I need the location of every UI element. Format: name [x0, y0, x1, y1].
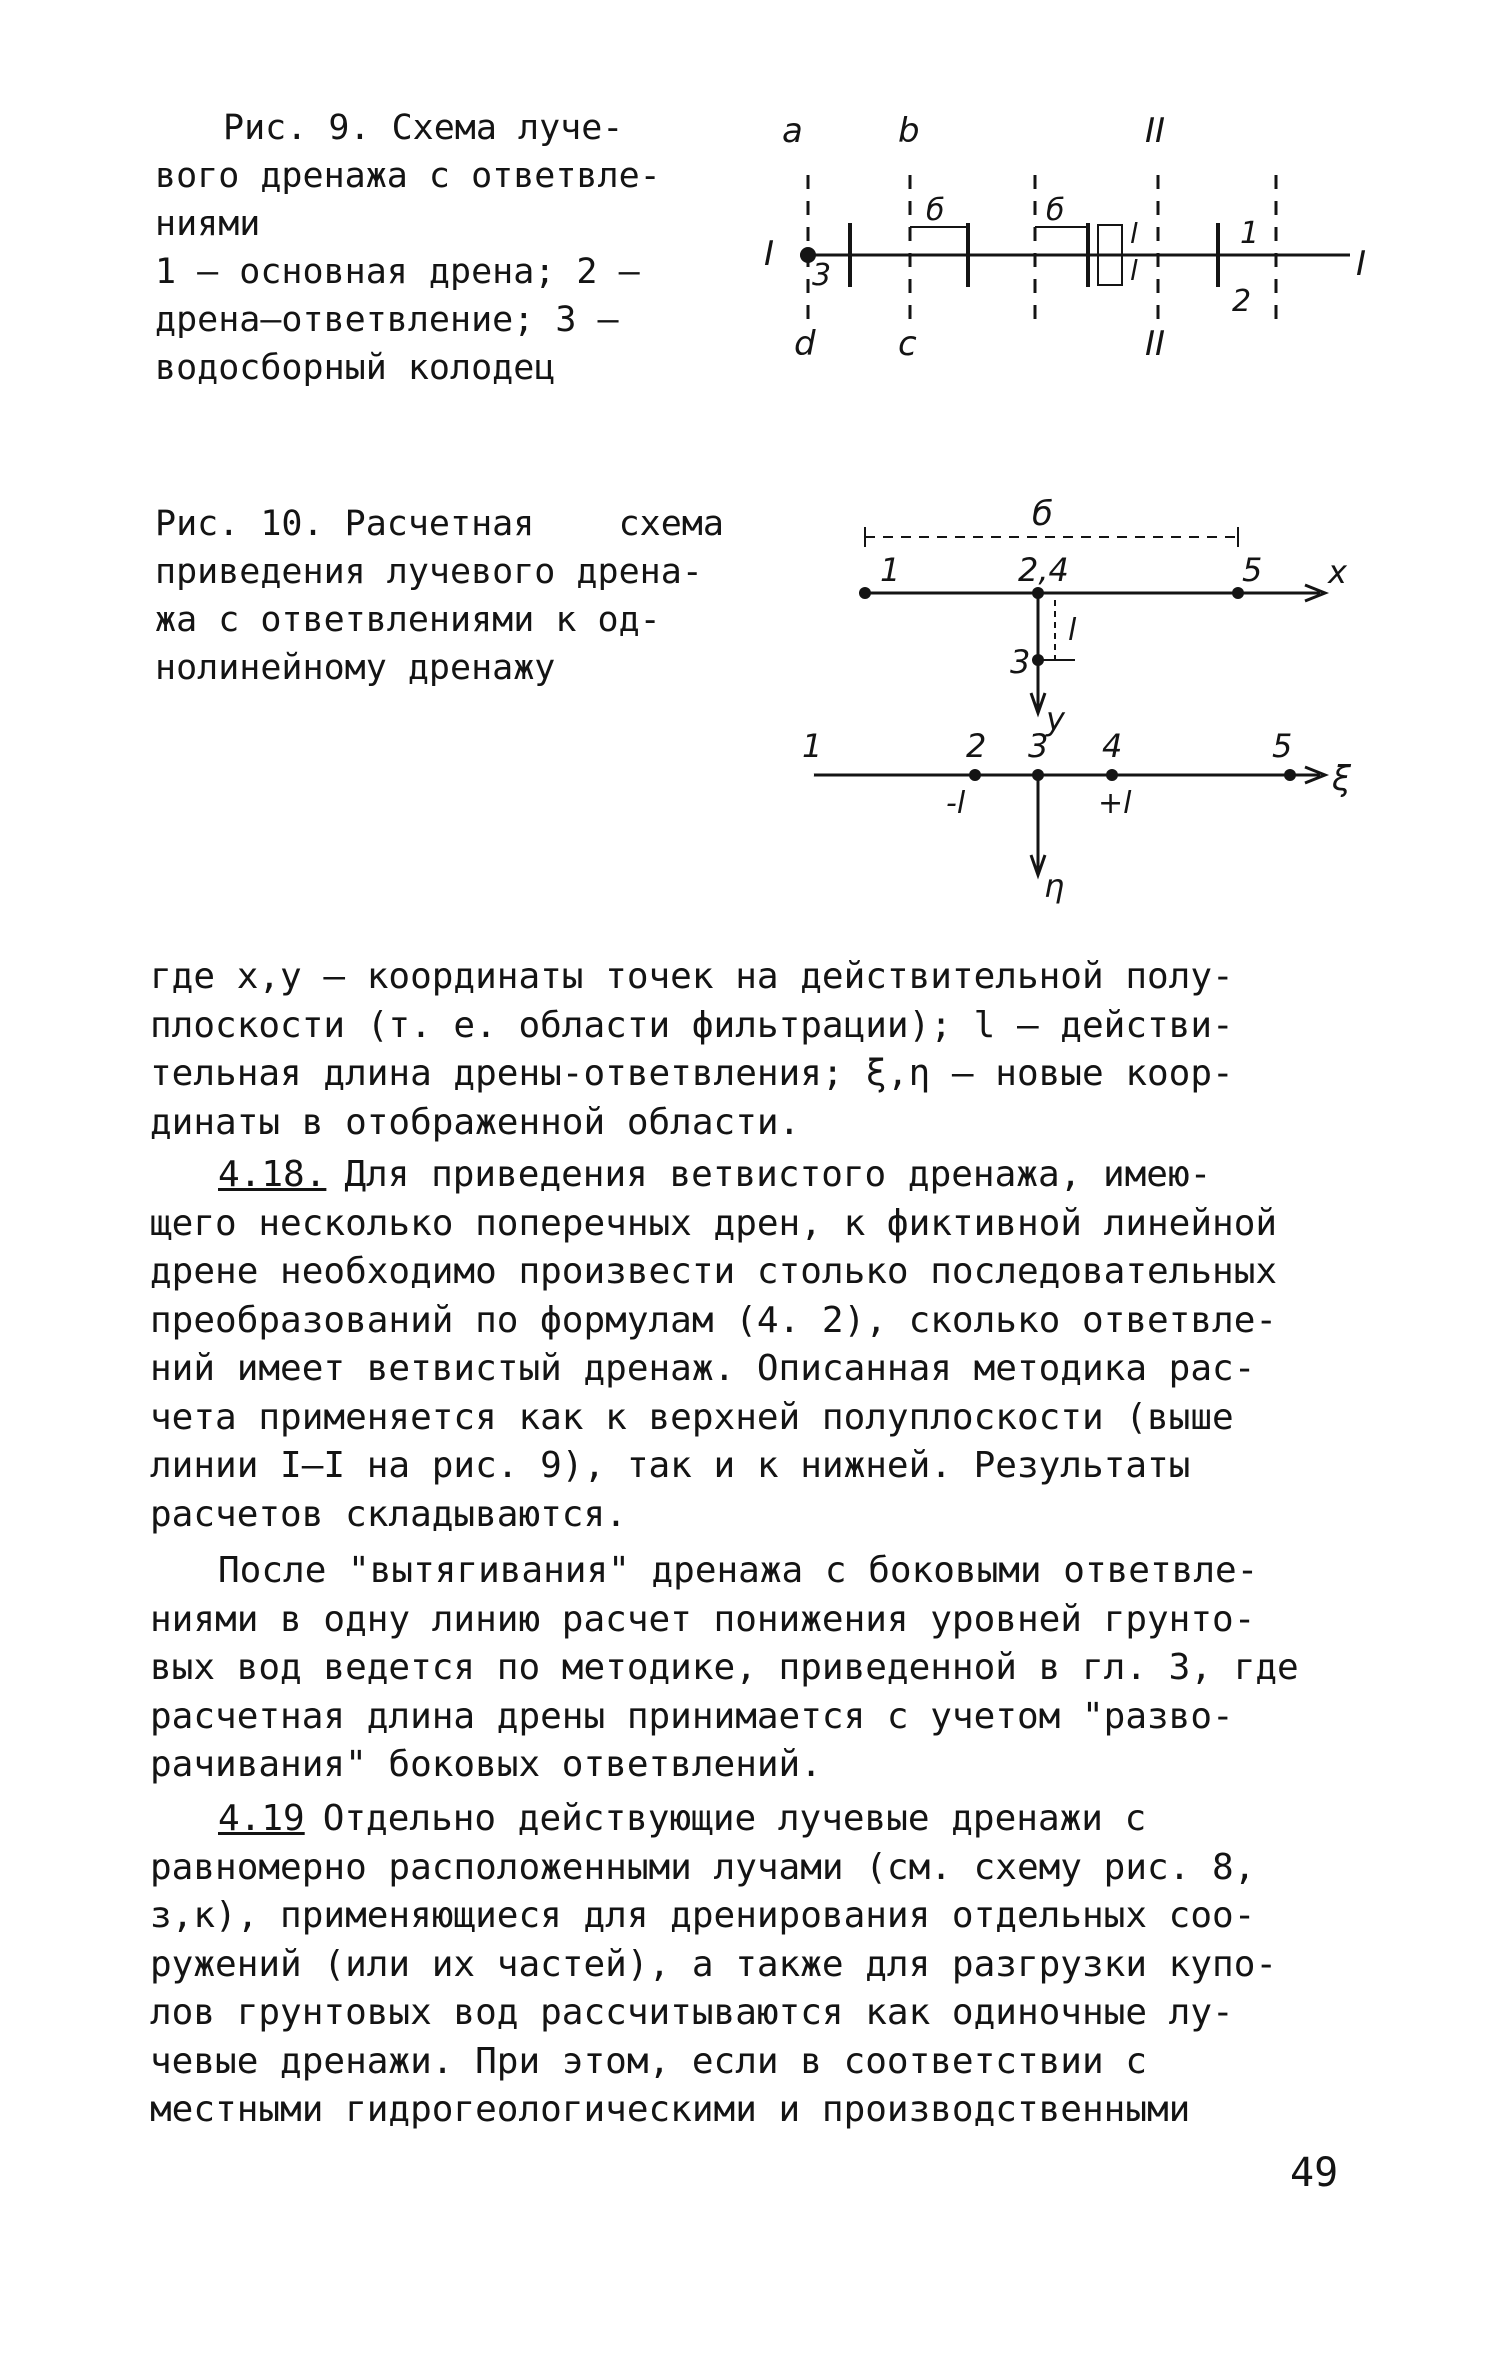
label-q3: 3: [1028, 727, 1049, 765]
text-line: местными гидрогеологическими и производственными: [150, 2089, 1191, 2130]
point-q1: [802, 769, 814, 781]
label-2: 2: [1232, 284, 1252, 319]
page-number: 49: [1290, 2150, 1339, 2196]
section-number: 4.19: [218, 1798, 305, 1839]
fig9-caption-line: ниями: [155, 204, 261, 244]
text-line: рачивания" боковых ответвлений.: [150, 1744, 822, 1785]
fig9-caption-line: 1 – основная дрена; 2 –: [155, 252, 640, 292]
label-I-right: I: [1356, 244, 1367, 284]
label-c: c: [898, 324, 917, 364]
label-l1: l: [1130, 217, 1138, 250]
fig10-caption: [155, 500, 724, 692]
text-line: плоскости (т. е. области фильтрации); l – действи-: [150, 1004, 1234, 1046]
label-l: l: [1068, 613, 1077, 648]
fig10-caption-line: приведения лучевого дрена-: [155, 552, 703, 592]
text-line: преобразований по формулам (4. 2), сколько ответвле-: [150, 1299, 1278, 1341]
label-l2: l: [1130, 254, 1138, 287]
label-d: d: [794, 324, 816, 364]
label-q5: 5: [1272, 727, 1293, 765]
paragraph-4-18: [150, 1151, 1338, 1539]
label-p24: 2,4: [1018, 551, 1069, 589]
label-p1: 1: [880, 551, 901, 589]
label-b: b: [898, 115, 920, 151]
text-line: где x,y – координаты точек на действительной полу-: [150, 956, 1234, 997]
fig9-caption-line: вого дренажа с ответвле-: [155, 156, 661, 196]
label-q4: 4: [1102, 727, 1123, 765]
fig10-caption-line: нолинейному дренажу: [155, 648, 556, 688]
text-line-content: Отдельно действующие лучевые дренажи с: [322, 1798, 1147, 1839]
label-x: x: [1328, 553, 1347, 591]
text-line: динаты в отображенной области.: [150, 1101, 801, 1143]
point-q5: [1284, 769, 1296, 781]
text-line: линии I–I на рис. 9), так и к нижней. Результаты: [150, 1445, 1191, 1486]
paragraph-4-19: [150, 1795, 1338, 2135]
label-p5: 5: [1242, 551, 1263, 589]
label-b1: б: [926, 193, 945, 228]
text-line: щего несколько поперечных дрен, к фиктивной линейной: [150, 1202, 1278, 1244]
label-b-top: б: [1032, 494, 1053, 534]
label-q1: 1: [802, 727, 823, 765]
label-a: a: [782, 115, 803, 151]
paragraph-stretching: [150, 1547, 1338, 1790]
label-plus-l: +l: [1098, 786, 1132, 821]
text-line-content: Для приведения ветвистого дренажа, имею-: [344, 1154, 1212, 1195]
text-line: После "вытягивания" дренажа с боковыми ответвле-: [218, 1550, 1259, 1591]
fig9-caption: [155, 104, 661, 392]
text-line: равномерно расположенными лучами (см. схему рис. 8,: [150, 1846, 1256, 1888]
text-line: чета применяется как к верхней полуплоскости (выше: [150, 1396, 1234, 1438]
text-line: ниями в одну линию расчет понижения уровней грунто-: [150, 1598, 1256, 1640]
label-II-top: II: [1145, 115, 1166, 151]
text-line: лов грунтовых вод рассчитываются как одиночные лу-: [150, 1992, 1234, 2033]
section-number: 4.18.: [218, 1154, 327, 1195]
label-y: y: [1046, 700, 1065, 738]
text-line: расчетная длина дрены принимается с учетом "разво-: [150, 1695, 1234, 1737]
label-q2: 2: [966, 727, 987, 765]
text-line: ний имеет ветвистый дренаж. Описанная методика рас-: [150, 1348, 1256, 1389]
text-line: чевые дренажи. При этом, если в соответствии с: [150, 2040, 1147, 2082]
fig9-caption-line: Рис. 9. Схема луче-: [223, 108, 624, 148]
fig10-diagram: [780, 485, 1400, 905]
label-I-left: I: [764, 234, 775, 274]
fig9-caption-line: дрена–ответвление; 3 –: [155, 300, 619, 340]
point-q2: [969, 769, 981, 781]
fig10-caption-line: жа с ответвлениями к од-: [155, 600, 661, 640]
text-line: [150, 1151, 1338, 1200]
label-p3: 3: [1010, 643, 1031, 681]
point-1: [859, 587, 871, 599]
paragraph-definitions: [150, 953, 1338, 1147]
label-3: 3: [812, 258, 832, 293]
label-xi: ξ: [1332, 759, 1351, 799]
text-line: вых вод ведется по методике, приведенной в гл. 3, где: [150, 1647, 1299, 1688]
label-b2: б: [1046, 193, 1065, 228]
text-line: ружений (или их частей), а также для разгрузки купо-: [150, 1943, 1278, 1985]
fig9-caption-line: водосборный колодец: [155, 348, 556, 388]
label-1: 1: [1240, 216, 1260, 251]
label-eta: η: [1044, 867, 1065, 905]
label-minus-l: -l: [946, 786, 966, 821]
point-q4: [1106, 769, 1118, 781]
label-II-bottom: II: [1145, 324, 1166, 364]
text-line: [150, 1795, 1338, 1844]
text-line: тельная длина дрены-ответвления; ξ,η – новые коор-: [150, 1053, 1234, 1094]
text-line: з,к), применяющиеся для дренирования отдельных соо-: [150, 1895, 1256, 1936]
text-line: дрене необходимо произвести столько последовательных: [150, 1251, 1278, 1292]
text-line: расчетов складываются.: [150, 1493, 627, 1535]
fig10-caption-line: Рис. 10. Расчетная схема: [155, 504, 724, 544]
fig9-diagram: [740, 115, 1390, 375]
